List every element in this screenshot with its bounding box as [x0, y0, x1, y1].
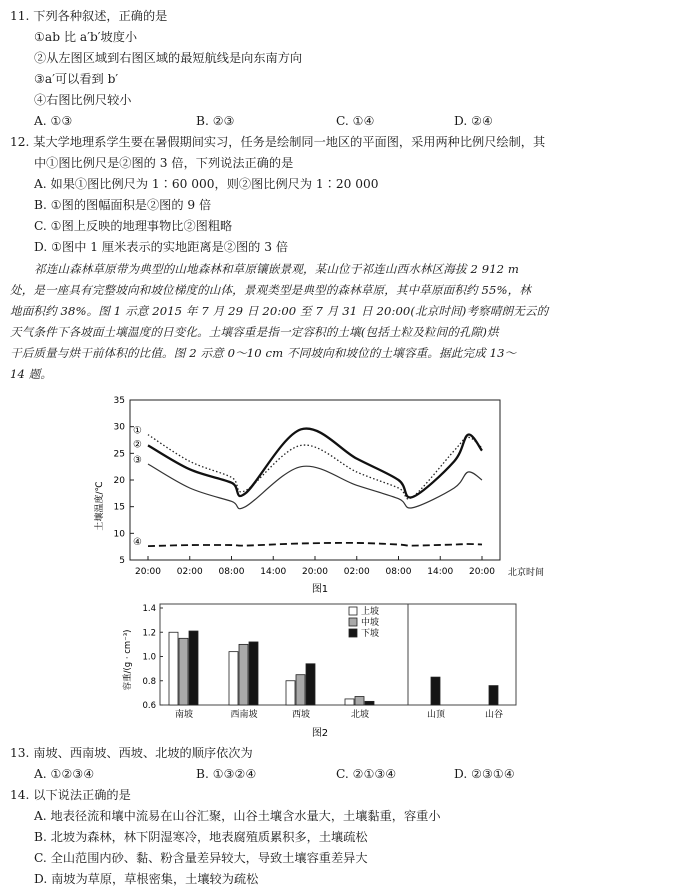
fig1-y-tick-label: 10 [113, 529, 125, 540]
fig1-y-axis-label: 土壤温度/℃ [95, 481, 105, 531]
fig1-x-tick-label: 02:00 [343, 567, 370, 577]
fig1-lines [133, 426, 482, 548]
fig2-category-label: 山谷 [484, 710, 504, 720]
q11-stem: 11. 下列各种叙述，正确的是 [10, 9, 168, 23]
fig1-y-tick-label: 5 [119, 556, 125, 566]
passage-line-2: 处，是一座具有完整坡向和坡位梯度的山体，景观类型是典型的森林草原，其中草原面积约 55%，林 [10, 283, 531, 297]
fig1-y-tick-label: 15 [113, 502, 125, 513]
q14-option-a: A. 地表径流和壤中流易在山谷汇聚，山谷土壤含水量大，土壤黏重，容重小 [34, 809, 441, 823]
fig2-bar-下坡 [306, 664, 315, 705]
fig2-category-label: 西坡 [291, 710, 311, 720]
q12-option-d: D. ①图中 1 厘米表示的实地距离是②图的 3 倍 [34, 240, 289, 254]
fig1-series-3-line [148, 464, 482, 509]
fig2-bar-下坡 [489, 686, 498, 705]
fig2-legend [349, 605, 379, 639]
passage-line-6: 14 题。 [10, 367, 53, 381]
fig2-legend-label: 下坡 [361, 629, 380, 639]
fig2-legend-swatch [349, 607, 357, 615]
fig1-x-tick-label: 14:00 [260, 567, 287, 577]
fig2-y-tick-label: 1.4 [142, 604, 156, 614]
fig2-bar-下坡 [365, 701, 374, 705]
fig1-series-3-label: ③ [133, 455, 142, 466]
fig2-bar-上坡 [345, 699, 354, 705]
fig1-series-2-line [148, 429, 482, 498]
passage-line-4: 天气条件下各坡面土壤温度的日变化。土壤容重是指一定容积的土壤(包括土粒及粒间的孔隙)烘 [10, 325, 499, 339]
fig1-plot-frame [130, 400, 500, 560]
q11-choice-d: D. ②④ [454, 114, 493, 128]
fig1-axes [114, 396, 500, 577]
fig2-legend-swatch [349, 618, 357, 626]
figure-1-soil-temperature-chart [88, 392, 568, 602]
q11-item-4: ④右图比例尺较小 [34, 93, 132, 107]
q12-option-b: B. ①图的图幅面积是②图的 9 倍 [34, 198, 212, 212]
fig1-x-tick-label: 20:00 [135, 567, 161, 577]
fig1-series-1-label: ① [133, 425, 142, 437]
q11-choice-a: A. ①③ [34, 114, 73, 128]
fig2-bar-中坡 [179, 638, 188, 705]
q13-stem: 13. 南坡、西南坡、西坡、北坡的顺序依次为 [10, 746, 253, 760]
fig1-x-tick-label: 02:00 [176, 567, 203, 577]
fig2-bars [169, 631, 498, 705]
fig1-x-tick-label: 20:00 [469, 567, 495, 577]
fig2-category-label: 山顶 [426, 710, 446, 720]
q14-stem: 14. 以下说法正确的是 [10, 788, 131, 802]
fig1-caption: 图1 [311, 584, 329, 595]
fig2-bar-中坡 [296, 675, 305, 705]
fig2-legend-swatch [349, 629, 357, 637]
fig1-x-tick-label: 14:00 [427, 567, 454, 577]
fig2-y-tick-label: 0.8 [142, 676, 156, 687]
fig2-category-label: 北坡 [350, 710, 370, 720]
fig1-y-tick-label: 30 [113, 422, 125, 433]
fig2-caption: 图2 [311, 728, 329, 739]
q12-option-a: A. 如果①图比例尺为 1∶60 000，则②图比例尺为 1∶20 000 [34, 177, 379, 191]
fig2-bar-上坡 [229, 652, 238, 705]
q13-choice-b: B. ①③②④ [196, 767, 257, 781]
q12-stem-line2: 中①图比例尺是②图的 3 倍，下列说法正确的是 [34, 156, 294, 170]
q11-choice-c: C. ①④ [336, 114, 375, 128]
fig1-y-tick-label: 20 [113, 476, 125, 486]
fig2-plot-frame [160, 604, 516, 705]
fig2-y-tick-label: 1.2 [142, 628, 156, 639]
fig1-x-tick-label: 20:00 [302, 567, 328, 577]
q14-option-c: C. 全山范围内砂、黏、粉含量差异较大，导致土壤容重差异大 [34, 851, 368, 865]
fig1-x-unit-label: 北京时间 [508, 568, 545, 578]
fig1-y-tick-label: 25 [113, 449, 125, 460]
fig2-y-axis-label: 容重/(g · cm⁻³) [123, 629, 133, 691]
fig1-series-2-label: ② [133, 439, 142, 451]
q14-option-d: D. 南坡为草原，草根密集，土壤较为疏松 [34, 872, 259, 886]
q11-item-2: ②从左图区域到右图区域的最短航线是向东南方向 [34, 51, 303, 65]
fig2-y-tick-label: 1.0 [142, 652, 156, 663]
fig2-bar-下坡 [189, 631, 198, 705]
fig2-bar-中坡 [239, 644, 248, 705]
fig1-x-tick-label: 08:00 [385, 567, 412, 577]
fig2-legend-label: 上坡 [361, 607, 380, 617]
passage-line-5: 干后质量与烘干前体积的比值。图 2 示意 0～10 cm 不同坡向和坡位的土壤容重。据此完成 13～ [10, 346, 517, 360]
fig2-y-tick-label: 0.6 [142, 701, 156, 711]
q11-item-1: ①ab 比 a′b′坡度小 [34, 30, 138, 44]
q12-stem-line1: 12. 某大学地理系学生要在暑假期间实习，任务是绘制同一地区的平面图，采用两种比例尺绘制，其 [10, 135, 546, 149]
fig1-series-4-label: ④ [133, 537, 142, 549]
fig1-x-tick-label: 08:00 [218, 567, 245, 577]
fig2-axes [142, 604, 516, 720]
q12-option-c: C. ①图上反映的地理事物比②图粗略 [34, 219, 233, 233]
passage-line-3: 地面积约 38%。图 1 示意 2015 年 7 月 29 日 20:00 至 7 月 31 日 20:00(北京时间)考察晴朗无云的 [10, 304, 549, 318]
q11-item-3: ③a′可以看到 b′ [34, 72, 119, 86]
fig2-bar-中坡 [355, 697, 364, 705]
figure-2-soil-bulk-density-chart [116, 600, 526, 742]
q13-choice-d: D. ②③①④ [454, 767, 515, 781]
fig2-bar-下坡 [431, 677, 440, 705]
q13-choice-c: C. ②①③④ [336, 767, 397, 781]
fig2-category-label: 西南坡 [230, 710, 258, 720]
fig1-series-4-line [148, 543, 482, 546]
q13-choice-a: A. ①②③④ [34, 767, 95, 781]
q11-choice-b: B. ②③ [196, 114, 235, 128]
fig2-bar-上坡 [169, 632, 178, 705]
passage-line-1: 祁连山森林草原带为典型的山地森林和草原镶嵌景观，某山位于祁连山西水林区海拔 2 912 m [34, 262, 520, 276]
fig2-bar-下坡 [249, 642, 258, 705]
fig1-y-tick-label: 35 [113, 396, 125, 406]
fig2-category-label: 南坡 [174, 710, 194, 720]
fig2-bar-上坡 [286, 681, 295, 705]
q14-option-b: B. 北坡为森林，林下阴湿寒冷，地表腐殖质累积多，土壤疏松 [34, 830, 368, 844]
fig2-legend-label: 中坡 [361, 618, 380, 628]
